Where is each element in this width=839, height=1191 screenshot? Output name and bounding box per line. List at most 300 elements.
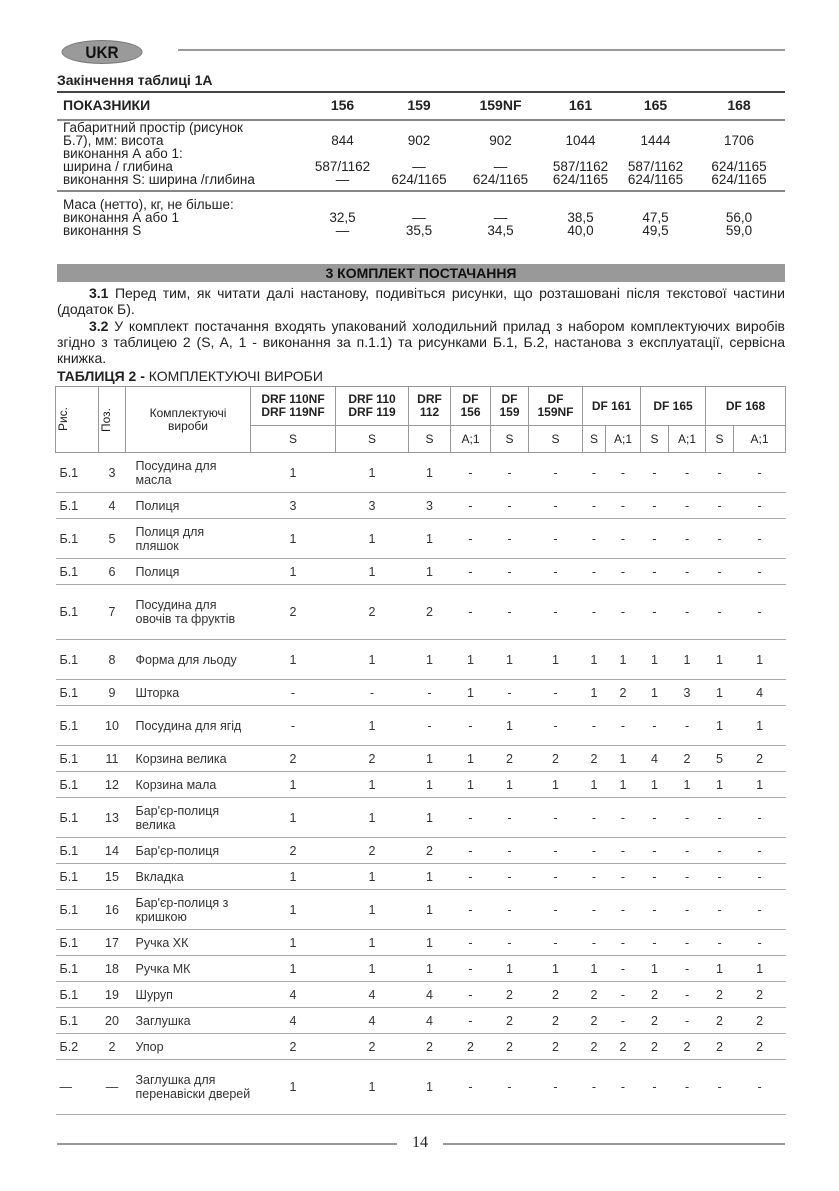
quantity-cell: - [529,493,583,519]
quantity-cell: 2 [491,746,529,772]
model-name: 159 [499,405,520,419]
quantity-cell: 1 [706,640,734,680]
quantity-cell: 1 [409,746,451,772]
quantity-cell: 1 [409,519,451,559]
quantity-cell: 4 [251,982,336,1008]
page-number: 14 [412,1134,428,1151]
quantity-cell: 1 [529,640,583,680]
item-name: Форма для льоду [126,640,251,680]
item-name: Ручка МК [126,956,251,982]
quantity-cell: - [451,930,491,956]
table1-row-mass [57,191,785,237]
item-name: Посудина для овочів та фруктів [126,585,251,640]
item-name: Бар'єр-полиця з кришкою [126,890,251,930]
variant-cell: S [409,426,451,453]
poz-cell: 16 [99,890,126,930]
quantity-cell: 2 [606,1034,641,1060]
quantity-cell: - [583,519,606,559]
value: 624/1165 [552,172,609,187]
item-name: Полиця для пляшок [126,519,251,559]
quantity-cell: - [734,585,786,640]
variant-cell: A;1 [451,426,491,453]
label-line: ширина / глибина [63,159,173,174]
quantity-cell: 1 [583,772,606,798]
value: 59,0 [725,223,753,238]
quantity-cell: 2 [491,982,529,1008]
model-name: DF 168 [725,398,766,413]
quantity-cell: - [669,1008,706,1034]
quantity-cell: - [583,930,606,956]
quantity-cell: - [641,559,669,585]
quantity-cell: - [606,493,641,519]
quantity-cell: - [641,864,669,890]
poz-cell: 15 [99,864,126,890]
quantity-cell: - [451,519,491,559]
quantity-cell: - [606,519,641,559]
model-name: DRF 110NF [261,392,325,406]
quantity-cell: - [606,1060,641,1115]
header-divider [178,49,785,51]
quantity-cell: 5 [706,746,734,772]
poz-cell: 9 [99,680,126,706]
header-model [529,387,583,426]
value: 40,0 [567,223,594,238]
ris-cell: Б.1 [56,772,99,798]
quantity-cell: - [583,1060,606,1115]
header-model [251,387,336,426]
quantity-cell: 1 [336,519,409,559]
quantity-cell: - [451,1060,491,1115]
quantity-cell: - [583,493,606,519]
value-cell [693,120,785,191]
quantity-cell: - [669,1060,706,1115]
quantity-cell: - [706,838,734,864]
quantity-cell: - [583,798,606,838]
value: 902 [407,133,431,148]
quantity-cell: - [606,982,641,1008]
value: 56,0 [725,210,753,225]
quantity-cell: 4 [336,982,409,1008]
table2-title-bold: ТАБЛИЦЯ 2 - [57,368,145,384]
table-row [56,864,786,890]
quantity-cell: 2 [734,1034,786,1060]
quantity-cell: 2 [669,1034,706,1060]
paragraph-number: 3.2 [89,318,109,334]
quantity-cell: - [583,890,606,930]
item-name: Шуруп [126,982,251,1008]
quantity-cell: 1 [336,706,409,746]
quantity-cell: 1 [251,890,336,930]
quantity-cell: - [529,1060,583,1115]
quantity-cell: - [669,585,706,640]
quantity-cell: - [734,1060,786,1115]
quantity-cell: 1 [529,772,583,798]
paragraph-3-2 [57,318,785,366]
model-name: DRF 119NF [261,405,325,419]
quantity-cell: 1 [251,519,336,559]
item-name: Бар'єр-полиця велика [126,798,251,838]
quantity-cell: 1 [409,890,451,930]
value: 35,5 [405,223,433,238]
value-cell [305,191,380,237]
paragraph-text: Перед тим, як читати далі настанову, подивіться рисунки, що розташовані після текстової частини (додаток Б). [57,285,785,317]
value: — [335,172,350,187]
header-model [336,387,409,426]
poz-cell: 4 [99,493,126,519]
quantity-cell: - [669,559,706,585]
quantity-cell: 1 [734,956,786,982]
variant-cell: S [641,426,669,453]
quantity-cell: 1 [706,956,734,982]
quantity-cell: 1 [451,680,491,706]
section-heading: 3 КОМПЛЕКТ ПОСТАЧАННЯ [57,264,785,282]
quantity-cell: - [734,798,786,838]
model-name: DF 161 [591,398,632,413]
quantity-cell: 1 [641,772,669,798]
quantity-cell: 1 [706,680,734,706]
value: 624/1165 [711,172,767,187]
quantity-cell: - [491,1060,529,1115]
quantity-cell: 2 [336,838,409,864]
quantity-cell: - [606,956,641,982]
value-cell [380,120,458,191]
quantity-cell: 1 [251,798,336,838]
model-name: DRF 110 [348,392,396,406]
quantity-cell: 3 [669,680,706,706]
mass-label [57,191,305,237]
variant-cell: A;1 [669,426,706,453]
item-name: Корзина велика [126,746,251,772]
table1-header: 159NF [458,92,543,120]
quantity-cell: 1 [251,956,336,982]
variant-cell: S [706,426,734,453]
ris-cell: Б.2 [56,1034,99,1060]
quantity-cell: 2 [251,838,336,864]
quantity-cell: 2 [451,1034,491,1060]
table-row [56,1008,786,1034]
model-name: DF [501,392,518,406]
quantity-cell: - [336,680,409,706]
quantity-cell: 1 [336,1060,409,1115]
item-name: Полиця [126,493,251,519]
value: — [493,210,508,225]
value: — [493,159,508,174]
quantity-cell: - [606,930,641,956]
quantity-cell: 3 [336,493,409,519]
quantity-cell: 1 [706,706,734,746]
table-row [56,982,786,1008]
quantity-cell: 1 [409,798,451,838]
value: 587/1162 [314,159,371,174]
quantity-cell: - [734,890,786,930]
quantity-cell: 2 [336,746,409,772]
header-model [409,387,451,426]
value: 34,5 [487,223,514,238]
quantity-cell: - [606,798,641,838]
table1-header: 159 [380,92,458,120]
quantity-cell: - [641,585,669,640]
poz-cell: 18 [99,956,126,982]
quantity-cell: - [734,493,786,519]
variant-cell: A;1 [734,426,786,453]
table1-header: 165 [618,92,693,120]
quantity-cell: 1 [409,559,451,585]
ris-cell: — [56,1060,99,1115]
quantity-cell: 1 [336,640,409,680]
quantity-cell: - [409,680,451,706]
quantity-cell: 2 [706,1034,734,1060]
quantity-cell: - [734,453,786,493]
paragraph-text: У комплект постачання входять упакований холодильний прилад з набором комплектуючих виробів згідно з таблицею 2 (S, A, 1 - виконання за п.1.1) та рисунками Б.1, Б.2, настанова з експлуатації, сервісна книжка. [57,318,785,366]
quantity-cell: 2 [251,585,336,640]
value-cell [543,120,618,191]
quantity-cell: - [583,453,606,493]
quantity-cell: 2 [641,1008,669,1034]
quantity-cell: - [606,1008,641,1034]
quantity-cell: - [451,956,491,982]
value: 902 [489,133,512,148]
value-cell [618,191,693,237]
label-line: виконання S: ширина /глибина [63,172,255,187]
quantity-cell: 2 [529,1008,583,1034]
quantity-cell: 4 [734,680,786,706]
quantity-cell: 1 [583,640,606,680]
ris-cell: Б.1 [56,519,99,559]
quantity-cell: - [706,519,734,559]
ris-cell: Б.1 [56,838,99,864]
quantity-cell: 2 [251,746,336,772]
quantity-cell: 2 [606,680,641,706]
item-name: Полиця [126,559,251,585]
ris-cell: Б.1 [56,746,99,772]
quantity-cell: - [669,519,706,559]
quantity-cell: 2 [641,982,669,1008]
quantity-cell: - [669,453,706,493]
header-poz-label: Поз. [99,407,113,432]
table2 [55,386,786,1115]
quantity-cell: - [583,559,606,585]
quantity-cell: - [669,890,706,930]
quantity-cell: - [606,890,641,930]
ris-cell: Б.1 [56,640,99,680]
quantity-cell: - [451,982,491,1008]
quantity-cell: 1 [409,640,451,680]
quantity-cell: 2 [336,585,409,640]
item-name: Заглушка для перенавіски дверей [126,1060,251,1115]
quantity-cell: 2 [641,1034,669,1060]
quantity-cell: - [641,890,669,930]
ris-cell: Б.1 [56,890,99,930]
item-name: Посудина для ягід [126,706,251,746]
quantity-cell: - [451,706,491,746]
item-name: Шторка [126,680,251,706]
quantity-cell: - [529,706,583,746]
header-ris [56,387,99,453]
header-model [583,387,641,426]
quantity-cell: 1 [451,772,491,798]
quantity-cell: - [491,890,529,930]
value: 624/1165 [472,172,529,187]
quantity-cell: - [641,1060,669,1115]
quantity-cell: 1 [336,930,409,956]
table-row [56,798,786,838]
variant-cell: S [491,426,529,453]
quantity-cell: - [641,798,669,838]
table2-header-row [56,387,786,426]
footer-divider-right [443,1143,785,1145]
quantity-cell: 1 [669,772,706,798]
ris-cell: Б.1 [56,680,99,706]
table-row [56,746,786,772]
quantity-cell: - [451,838,491,864]
quantity-cell: - [669,956,706,982]
quantity-cell: - [529,798,583,838]
quantity-cell: 2 [491,1034,529,1060]
quantity-cell: - [529,930,583,956]
value: 587/1162 [627,159,684,174]
header-ris-label: Рис. [56,407,70,432]
quantity-cell: 1 [336,890,409,930]
item-name: Бар'єр-полиця [126,838,251,864]
quantity-cell: 2 [583,746,606,772]
header-model [491,387,529,426]
quantity-cell: - [251,706,336,746]
table1-header: ПОКАЗНИКИ [57,92,305,120]
quantity-cell: - [583,706,606,746]
variant-cell: A;1 [606,426,641,453]
ris-cell: Б.1 [56,493,99,519]
quantity-cell: - [529,585,583,640]
quantity-cell: - [734,559,786,585]
quantity-cell: - [641,838,669,864]
header-model [706,387,786,426]
quantity-cell: - [734,930,786,956]
quantity-cell: - [529,453,583,493]
poz-cell: 13 [99,798,126,838]
quantity-cell: - [706,864,734,890]
quantity-cell: - [669,930,706,956]
header-poz [99,387,126,453]
label-line: виконання А або 1 [63,210,179,225]
table-row [56,838,786,864]
value: 844 [331,133,354,148]
label-line: Маса (нетто), кг, не більше: [63,197,234,212]
poz-cell: 6 [99,559,126,585]
quantity-cell: 1 [529,956,583,982]
model-name: DF 165 [653,398,693,413]
quantity-cell: 2 [706,1008,734,1034]
ris-cell: Б.1 [56,956,99,982]
quantity-cell: 1 [491,772,529,798]
quantity-cell: 2 [734,1008,786,1034]
quantity-cell: - [669,838,706,864]
ris-cell: Б.1 [56,559,99,585]
poz-cell: 19 [99,982,126,1008]
quantity-cell: 1 [491,956,529,982]
ris-cell: Б.1 [56,864,99,890]
quantity-cell: 1 [641,640,669,680]
quantity-cell: - [451,585,491,640]
quantity-cell: 2 [583,982,606,1008]
quantity-cell: - [491,930,529,956]
quantity-cell: - [491,838,529,864]
quantity-cell: - [669,982,706,1008]
quantity-cell: - [451,493,491,519]
variant-cell: S [583,426,606,453]
quantity-cell: - [451,453,491,493]
quantity-cell: 4 [409,1008,451,1034]
quantity-cell: 1 [336,956,409,982]
quantity-cell: - [529,559,583,585]
value-cell [693,191,785,237]
quantity-cell: - [491,493,529,519]
value-cell [543,191,618,237]
quantity-cell: - [606,453,641,493]
table-row [56,772,786,798]
quantity-cell: - [669,706,706,746]
model-name: 159NF [537,405,574,419]
quantity-cell: - [451,559,491,585]
quantity-cell: - [491,519,529,559]
quantity-cell: 1 [336,453,409,493]
item-name: Упор [126,1034,251,1060]
quantity-cell: 1 [706,772,734,798]
quantity-cell: 1 [583,680,606,706]
quantity-cell: 1 [641,680,669,706]
quantity-cell: 1 [409,453,451,493]
value: — [335,223,350,238]
model-name: DF [547,392,564,406]
quantity-cell: 1 [583,956,606,982]
model-name: DRF [417,392,442,406]
quantity-cell: - [491,680,529,706]
ris-cell: Б.1 [56,982,99,1008]
quantity-cell: 2 [734,982,786,1008]
table2-title [57,368,323,384]
quantity-cell: 1 [606,640,641,680]
value: 624/1165 [391,172,447,187]
quantity-cell: - [451,864,491,890]
poz-cell: 12 [99,772,126,798]
quantity-cell: - [451,890,491,930]
model-name: 156 [460,405,481,419]
quantity-cell: - [706,559,734,585]
quantity-cell: - [706,890,734,930]
table1-header: 168 [693,92,785,120]
quantity-cell: 1 [336,798,409,838]
table-row [56,640,786,680]
quantity-cell: - [734,864,786,890]
poz-cell: 14 [99,838,126,864]
quantity-cell: - [491,798,529,838]
quantity-cell: 2 [251,1034,336,1060]
poz-cell: 3 [99,453,126,493]
quantity-cell: - [706,453,734,493]
quantity-cell: - [491,453,529,493]
quantity-cell: - [706,1060,734,1115]
model-name: 112 [419,405,440,419]
dimensions-label [57,120,305,191]
quantity-cell: - [529,890,583,930]
quantity-cell: - [451,798,491,838]
quantity-cell: 1 [641,956,669,982]
quantity-cell: 2 [409,1034,451,1060]
quantity-cell: - [641,453,669,493]
quantity-cell: - [529,519,583,559]
quantity-cell: - [491,559,529,585]
table1 [57,91,785,237]
quantity-cell: - [641,519,669,559]
